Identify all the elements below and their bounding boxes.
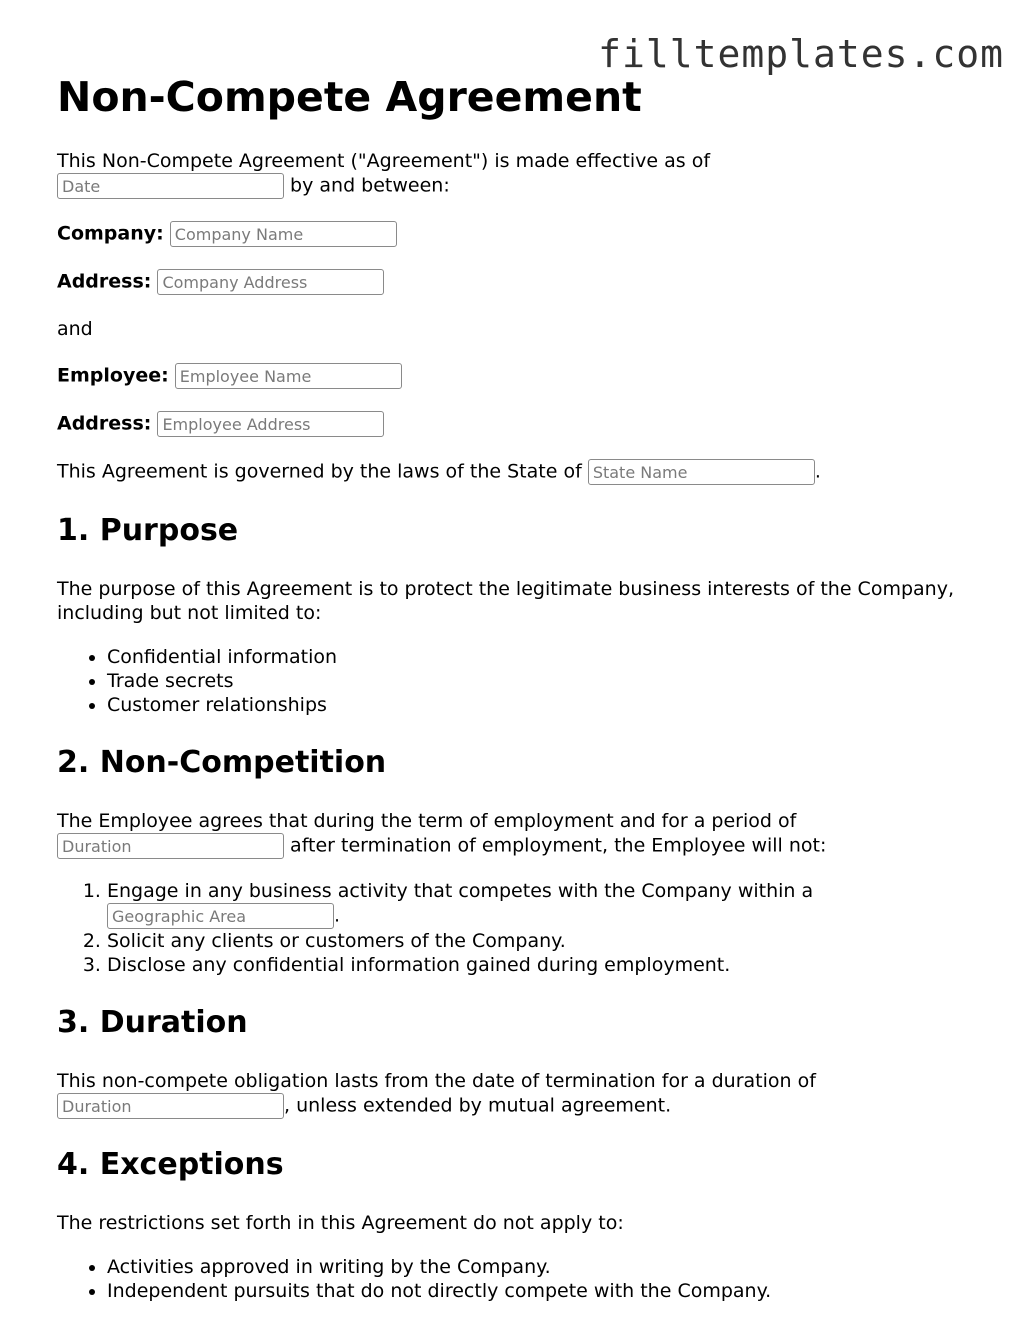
purpose-heading: 1. Purpose [57, 513, 239, 548]
noncompetition-list [57, 879, 957, 977]
noncompetition-heading: 2. Non-Competition [57, 745, 387, 780]
employee-name-field[interactable] [175, 363, 402, 389]
purpose-text: The purpose of this Agreement is to protect the legitimate business interests of the Company, including but not limited to: [57, 578, 954, 624]
list-item: • Activities approved in writing by the Company. [107, 1255, 957, 1279]
company-address-line [57, 269, 957, 295]
purpose-list [57, 645, 957, 717]
noncompetition-text-before: The Employee agrees that during the term of employment and for a period of [57, 810, 797, 832]
company-label: Company: [57, 222, 164, 245]
list-item [107, 879, 957, 929]
duration-text [57, 1069, 957, 1119]
employee-label: Employee: [57, 364, 169, 387]
list-item: 2. Solicit any clients or customers of the Company. [107, 929, 957, 953]
list-item: 3. Disclose any confidential information gained during employment. [107, 953, 957, 977]
duration-text-after: , unless extended by mutual agreement. [284, 1094, 672, 1117]
exceptions-heading: 4. Exceptions [57, 1147, 284, 1182]
employee-address-label: Address: [57, 412, 152, 435]
company-address-field[interactable] [157, 269, 384, 295]
exceptions-list [57, 1255, 957, 1303]
employee-address-line [57, 411, 957, 437]
company-name-field[interactable] [170, 221, 397, 247]
duration-heading: 3. Duration [57, 1005, 248, 1040]
list-item: • Independent pursuits that do not directly compete with the Company. [107, 1279, 957, 1303]
intro-paragraph [57, 149, 957, 199]
list-item: • Confidential information [107, 645, 957, 669]
list-item: • Customer relationships [107, 693, 957, 717]
duration-text-before: This non-compete obligation lasts from the date of termination for a duration of [57, 1070, 816, 1092]
noncompetition-text-after: after termination of employment, the Employee will not: [290, 834, 827, 857]
date-field[interactable] [57, 173, 284, 199]
governing-text: This Agreement is governed by the laws of the State of [57, 460, 582, 483]
employee-address-field[interactable] [157, 411, 384, 437]
governing-period: . [814, 460, 821, 483]
geographic-area-field[interactable] [107, 903, 334, 929]
company-line [57, 221, 957, 247]
list-item: • Trade secrets [107, 669, 957, 693]
governing-law-line [57, 459, 957, 485]
intro-text: This Non-Compete Agreement ("Agreement") is made effective as of [57, 150, 711, 172]
noncompetition-text [57, 809, 957, 859]
noncompete-duration-field[interactable] [57, 833, 284, 859]
state-name-field[interactable] [588, 459, 815, 485]
company-address-label: Address: [57, 270, 152, 293]
exceptions-text: The restrictions set forth in this Agreement do not apply to: [57, 1212, 624, 1234]
noncompetition-item-1-text: Engage in any business activity that competes with the Company within a [107, 880, 814, 902]
duration-field[interactable] [57, 1093, 284, 1119]
employee-line [57, 363, 957, 389]
watermark: filltemplates.com [598, 32, 1004, 76]
and-text: and [57, 318, 93, 340]
noncompetition-item-1-period: . [334, 904, 341, 927]
page-title: Non-Compete Agreement [57, 73, 642, 121]
intro-text-after: by and between: [290, 174, 450, 197]
